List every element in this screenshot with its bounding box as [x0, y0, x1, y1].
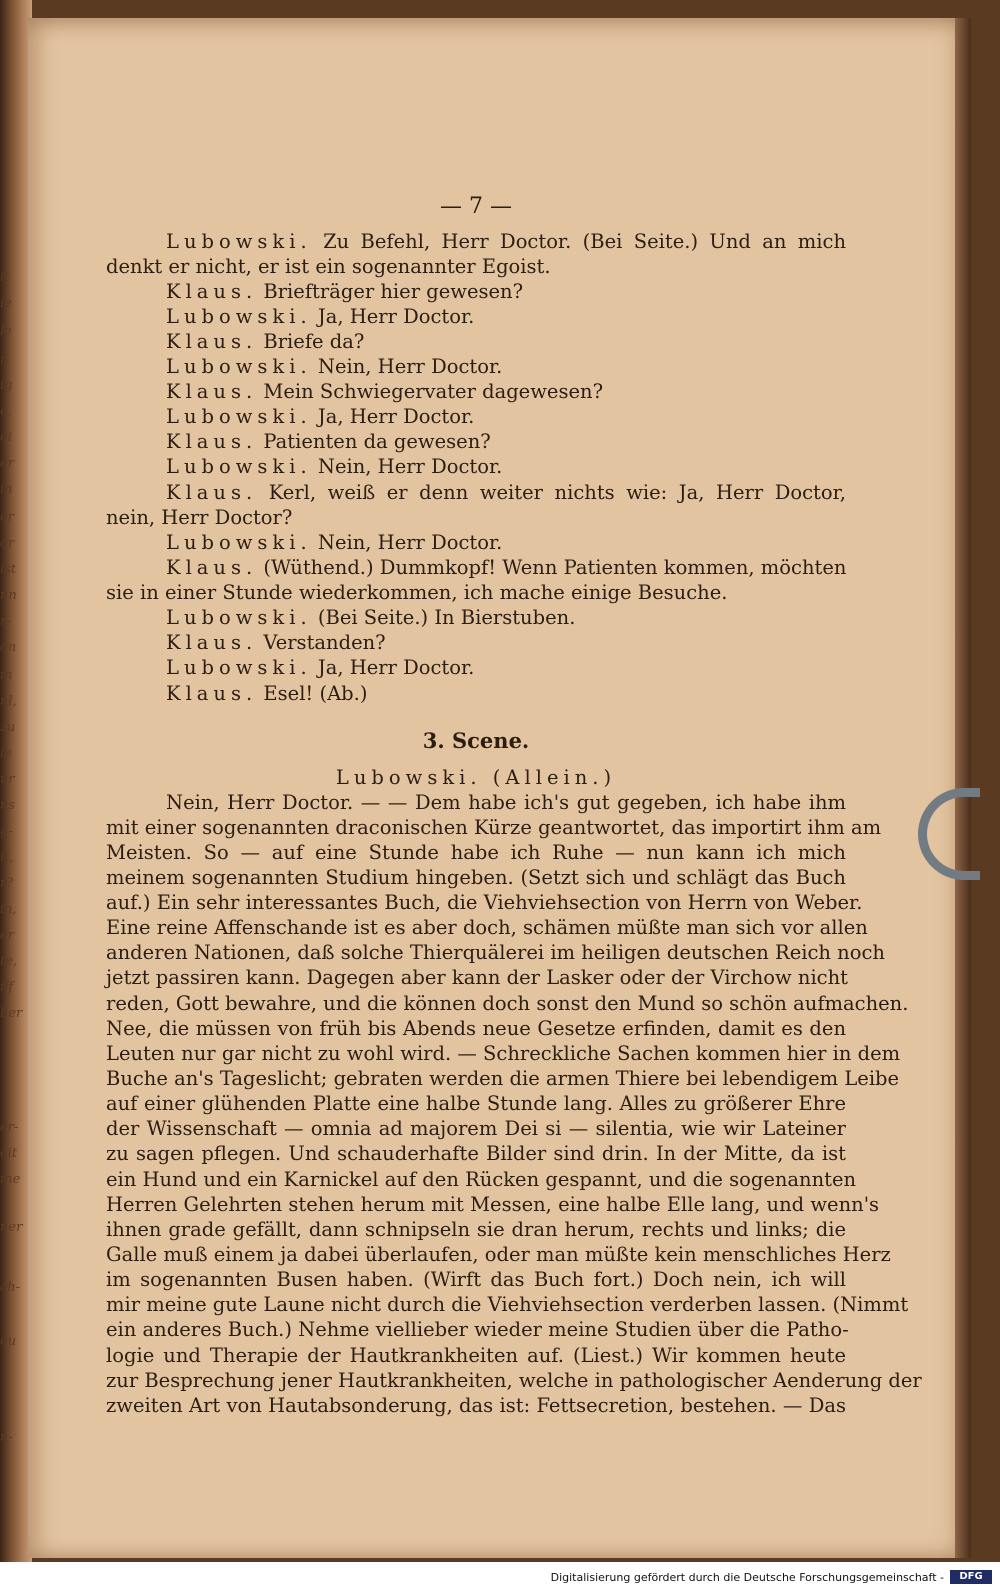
dialogue-continuation: nein, Herr Doctor?: [106, 506, 293, 529]
speaker-name: Klaus.: [166, 682, 258, 705]
dialogue-continuation: denkt er nicht, er ist ein sogenannter Egoist.: [106, 255, 551, 278]
adjacent-page-letters: it ie le r, ig e, ei er in er or ist nn r- on in nl, zu ie ur ns g- it, r? in, er te, iff ber er- eit ine ner ch- eu n-: [0, 270, 23, 1445]
dialogue-text: Nein, Herr Doctor.: [317, 531, 503, 554]
monologue-line: mit einer sogenannten draconischen Kürze geantwortet, das importirt ihm am: [106, 816, 882, 839]
dialogue-text: Nein, Herr Doctor.: [317, 455, 503, 478]
monologue-line: anderen Nationen, daß solche Thierquälerei im heiligen deutschen Reich noch: [106, 941, 885, 964]
dialogue-text: Zu Befehl, Herr Doctor. (Bei Seite.) Und an mich: [323, 230, 847, 253]
dialogue-text: (Bei Seite.) In Bierstuben.: [317, 606, 576, 629]
monologue-line: Meisten. So — auf eine Stunde habe ich Ruhe — nun kann ich mich: [106, 841, 846, 864]
monologue-line: ihnen grade gefällt, dann schnipseln sie dran herum, rechts und links; die: [106, 1218, 846, 1241]
speaker-name: Klaus.: [166, 280, 258, 303]
dialogue-text: Ja, Herr Doctor.: [317, 405, 475, 428]
monologue-line: Eine reine Affenschande ist es aber doch, schämen müßte man sich vor allen: [106, 916, 868, 939]
monologue-line: meinem sogenannten Studium hingeben. (Setzt sich und schlägt das Buch: [106, 866, 846, 889]
monologue-line: zweiten Art von Hautabsonderung, das ist: Fettsecretion, bestehen. — Das: [106, 1394, 846, 1417]
scene-subheading: Lubowski. (Allein.): [335, 766, 617, 789]
monologue-line: auf einer glühenden Platte eine halbe Stunde lang. Alles zu größerer Ehre: [106, 1092, 846, 1115]
speaker-name: Lubowski.: [166, 405, 312, 428]
dialogue-text: Briefe da?: [263, 330, 365, 353]
monologue-line: Galle muß einem ja dabei überlaufen, oder man müßte kein menschliches Herz: [106, 1243, 891, 1266]
dialogue-line: [166, 455, 846, 479]
monologue-line: zur Besprechung jener Hautkrankheiten, welche in pathologischer Aenderung der: [106, 1369, 922, 1392]
dialogue-text: Briefträger hier gewesen?: [263, 280, 524, 303]
speaker-name: Lubowski.: [166, 355, 312, 378]
dialogue-line: [166, 682, 846, 706]
monologue-line: Nein, Herr Doctor. — — Dem habe ich's gut gegeben, ich habe ihm: [166, 791, 846, 814]
dialogue-text: Ja, Herr Doctor.: [317, 656, 475, 679]
speaker-name: Lubowski.: [166, 606, 312, 629]
dialogue-text: Kerl, weiß er denn weiter nichts wie: Ja, Herr Doctor,: [268, 481, 846, 504]
dialogue-line: [166, 531, 846, 555]
dialogue-line: [166, 631, 846, 655]
speaker-name: Lubowski.: [166, 455, 312, 478]
dialogue-line: [166, 556, 846, 580]
scene-heading: 3. Scene.: [422, 728, 530, 753]
dialogue-text: (Wüthend.) Dummkopf! Wenn Patienten kommen, möchten: [263, 556, 847, 579]
dialogue-text: Ja, Herr Doctor.: [317, 305, 475, 328]
speaker-name: Klaus.: [166, 380, 258, 403]
monologue-line: auf.) Ein sehr interessantes Buch, die Viehviehsection von Herrn von Weber.: [106, 891, 863, 914]
dialogue-line: [166, 355, 846, 379]
monologue-line: im sogenannten Busen haben. (Wirft das Buch fort.) Doch nein, ich will: [106, 1268, 846, 1291]
speaker-name: Lubowski.: [166, 230, 312, 253]
monologue-line: Herren Gelehrten stehen herum mit Messen, eine halbe Elle lang, und wenn's: [106, 1193, 880, 1216]
monologue-line: reden, Gott bewahre, und die können doch sonst den Mund so schön aufmachen.: [106, 992, 909, 1015]
dialogue-line: [166, 330, 846, 354]
speaker-name: Klaus.: [166, 556, 258, 579]
monologue-line: logie und Therapie der Hautkrankheiten auf. (Liest.) Wir kommen heute: [106, 1344, 846, 1367]
dialogue-text: Nein, Herr Doctor.: [317, 355, 503, 378]
speaker-name: Lubowski.: [166, 305, 312, 328]
speaker-name: Lubowski.: [166, 531, 312, 554]
dialogue-line: [166, 380, 846, 404]
dialogue-line: [166, 230, 846, 254]
speaker-name: Klaus.: [166, 330, 258, 353]
dialogue-text: Verstanden?: [263, 631, 386, 654]
monologue-line: jetzt passiren kann. Dagegen aber kann der Lasker oder der Virchow nicht: [106, 966, 848, 989]
speaker-name: Klaus.: [166, 481, 258, 504]
speaker-name: Klaus.: [166, 631, 258, 654]
page-number: — 7 —: [440, 194, 512, 219]
monologue-line: der Wissenschaft — omnia ad majorem Dei si — silentia, wie wir Lateiner: [106, 1117, 846, 1140]
dialogue-text: Patienten da gewesen?: [263, 430, 491, 453]
monologue-line: zu sagen pflegen. Und schauderhafte Bilder sind drin. In der Mitte, da ist: [106, 1142, 846, 1165]
book-page: [28, 18, 966, 1558]
monologue-line: Leuten nur gar nicht zu wohl wird. — Schreckliche Sachen kommen hier in dem: [106, 1042, 901, 1065]
dialogue-line: [166, 430, 846, 454]
dialogue-line: [166, 481, 846, 505]
footer-bar: [0, 1562, 1000, 1593]
dialogue-line: [166, 280, 846, 304]
dialogue-line: [166, 305, 846, 329]
funding-notice: Digitalisierung gefördert durch die Deutsche Forschungsgemeinschaft -: [550, 1571, 944, 1584]
monologue-line: mir meine gute Laune nicht durch die Viehviehsection verderben lassen. (Nimmt: [106, 1293, 909, 1316]
dialogue-text: Mein Schwiegervater dagewesen?: [263, 380, 604, 403]
dialogue-text: Esel! (Ab.): [263, 682, 368, 705]
monologue-line: ein Hund und ein Karnickel auf den Rücken gespannt, und die sogenannten: [106, 1168, 857, 1191]
speaker-name: Klaus.: [166, 430, 258, 453]
monologue-line: Buche an's Tageslicht; gebraten werden die armen Thiere bei lebendigem Leibe: [106, 1067, 900, 1090]
monologue-line: Nee, die müssen von früh bis Abends neue Gesetze erfinden, damit es den: [106, 1017, 846, 1040]
dfg-logo: DFG: [950, 1570, 992, 1584]
dialogue-line: [166, 656, 846, 680]
speaker-name: Lubowski.: [166, 656, 312, 679]
dialogue-continuation: sie in einer Stunde wiederkommen, ich mache einige Besuche.: [106, 581, 728, 604]
monologue-line: ein anderes Buch.) Nehme viellieber wieder meine Studien über die Patho-: [106, 1318, 849, 1341]
dialogue-line: [166, 606, 846, 630]
dialogue-line: [166, 405, 846, 429]
